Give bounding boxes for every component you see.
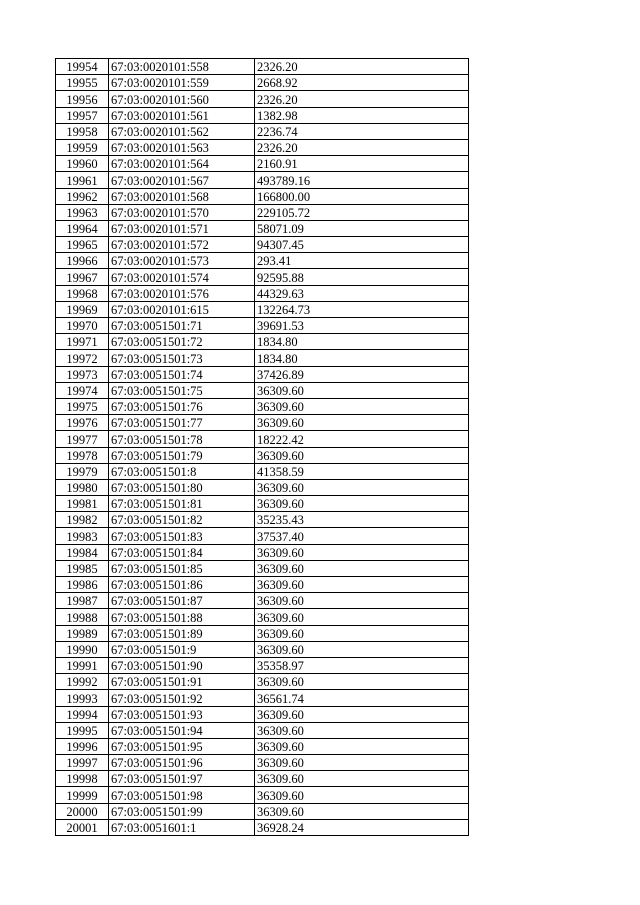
cadastral-number-cell: 67:03:0020101:573 — [109, 253, 255, 269]
table-row — [56, 415, 469, 431]
cadastral-number-cell: 67:03:0020101:571 — [109, 220, 255, 236]
amount-cell: 36309.60 — [255, 706, 469, 722]
row-index-cell: 19976 — [56, 415, 109, 431]
cadastral-number-cell: 67:03:0051501:81 — [109, 496, 255, 512]
amount-cell: 18222.42 — [255, 431, 469, 447]
cadastral-number-cell: 67:03:0051501:9 — [109, 641, 255, 657]
row-index-cell: 19964 — [56, 220, 109, 236]
amount-cell: 1834.80 — [255, 350, 469, 366]
amount-cell: 36309.60 — [255, 787, 469, 803]
table-row — [56, 398, 469, 414]
table-row — [56, 496, 469, 512]
amount-cell: 36309.60 — [255, 577, 469, 593]
row-index-cell: 19971 — [56, 334, 109, 350]
cadastral-number-cell: 67:03:0051501:97 — [109, 771, 255, 787]
cadastral-number-cell: 67:03:0020101:576 — [109, 285, 255, 301]
amount-cell: 36309.60 — [255, 722, 469, 738]
amount-cell: 35358.97 — [255, 657, 469, 673]
cadastral-number-cell: 67:03:0051501:72 — [109, 334, 255, 350]
amount-cell: 2326.20 — [255, 91, 469, 107]
cadastral-number-cell: 67:03:0020101:561 — [109, 107, 255, 123]
cadastral-number-cell: 67:03:0020101:562 — [109, 123, 255, 139]
cadastral-number-cell: 67:03:0051501:92 — [109, 690, 255, 706]
cadastral-number-cell: 67:03:0020101:570 — [109, 204, 255, 220]
cadastral-number-cell: 67:03:0020101:559 — [109, 75, 255, 91]
amount-cell: 36309.60 — [255, 771, 469, 787]
table-row — [56, 463, 469, 479]
amount-cell: 2160.91 — [255, 156, 469, 172]
table-row — [56, 220, 469, 236]
cadastral-number-cell: 67:03:0051501:79 — [109, 447, 255, 463]
amount-cell: 92595.88 — [255, 269, 469, 285]
table-row — [56, 123, 469, 139]
row-index-cell: 19994 — [56, 706, 109, 722]
row-index-cell: 19978 — [56, 447, 109, 463]
row-index-cell: 19961 — [56, 172, 109, 188]
amount-cell: 2326.20 — [255, 59, 469, 75]
row-index-cell: 19995 — [56, 722, 109, 738]
table-row — [56, 172, 469, 188]
table-body — [56, 59, 469, 836]
amount-cell: 36561.74 — [255, 690, 469, 706]
cadastral-number-cell: 67:03:0051501:98 — [109, 787, 255, 803]
cadastral-number-cell: 67:03:0051501:95 — [109, 738, 255, 754]
table-row — [56, 560, 469, 576]
cadastral-number-cell: 67:03:0051501:85 — [109, 560, 255, 576]
amount-cell: 229105.72 — [255, 204, 469, 220]
row-index-cell: 19965 — [56, 237, 109, 253]
row-index-cell: 19984 — [56, 544, 109, 560]
amount-cell: 36309.60 — [255, 625, 469, 641]
amount-cell: 36309.60 — [255, 382, 469, 398]
row-index-cell: 19963 — [56, 204, 109, 220]
amount-cell: 2236.74 — [255, 123, 469, 139]
row-index-cell: 19981 — [56, 496, 109, 512]
amount-cell: 36309.60 — [255, 447, 469, 463]
cadastral-number-cell: 67:03:0051501:94 — [109, 722, 255, 738]
row-index-cell: 19986 — [56, 577, 109, 593]
cadastral-number-cell: 67:03:0020101:572 — [109, 237, 255, 253]
amount-cell: 36309.60 — [255, 609, 469, 625]
cadastral-number-cell: 67:03:0051501:91 — [109, 674, 255, 690]
table-row — [56, 593, 469, 609]
amount-cell: 37537.40 — [255, 528, 469, 544]
cadastral-number-cell: 67:03:0051501:73 — [109, 350, 255, 366]
cadastral-number-cell: 67:03:0051501:93 — [109, 706, 255, 722]
table-row — [56, 301, 469, 317]
table-row — [56, 139, 469, 155]
cadastral-number-cell: 67:03:0051501:84 — [109, 544, 255, 560]
amount-cell: 36309.60 — [255, 479, 469, 495]
row-index-cell: 19989 — [56, 625, 109, 641]
row-index-cell: 19954 — [56, 59, 109, 75]
table-row — [56, 479, 469, 495]
row-index-cell: 19993 — [56, 690, 109, 706]
cadastral-number-cell: 67:03:0051501:96 — [109, 755, 255, 771]
amount-cell: 1382.98 — [255, 107, 469, 123]
table-row — [56, 334, 469, 350]
table-row — [56, 204, 469, 220]
table-row — [56, 625, 469, 641]
amount-cell: 58071.09 — [255, 220, 469, 236]
table-row — [56, 512, 469, 528]
amount-cell: 36309.60 — [255, 755, 469, 771]
table-row — [56, 771, 469, 787]
cadastral-number-cell: 67:03:0020101:567 — [109, 172, 255, 188]
row-index-cell: 19955 — [56, 75, 109, 91]
cadastral-number-cell: 67:03:0020101:560 — [109, 91, 255, 107]
row-index-cell: 19962 — [56, 188, 109, 204]
cadastral-number-cell: 67:03:0051501:80 — [109, 479, 255, 495]
cadastral-number-cell: 67:03:0020101:564 — [109, 156, 255, 172]
row-index-cell: 19980 — [56, 479, 109, 495]
row-index-cell: 20000 — [56, 803, 109, 819]
amount-cell: 41358.59 — [255, 463, 469, 479]
row-index-cell: 19966 — [56, 253, 109, 269]
table-row — [56, 156, 469, 172]
table-row — [56, 755, 469, 771]
table-row — [56, 690, 469, 706]
amount-cell: 132264.73 — [255, 301, 469, 317]
table-row — [56, 819, 469, 835]
amount-cell: 36309.60 — [255, 544, 469, 560]
amount-cell: 36309.60 — [255, 674, 469, 690]
cadastral-number-cell: 67:03:0020101:574 — [109, 269, 255, 285]
amount-cell: 36309.60 — [255, 415, 469, 431]
row-index-cell: 19969 — [56, 301, 109, 317]
cadastral-number-cell: 67:03:0051501:71 — [109, 318, 255, 334]
cadastral-number-cell: 67:03:0051501:76 — [109, 398, 255, 414]
amount-cell: 94307.45 — [255, 237, 469, 253]
amount-cell: 493789.16 — [255, 172, 469, 188]
cadastral-number-cell: 67:03:0051601:1 — [109, 819, 255, 835]
amount-cell: 36309.60 — [255, 641, 469, 657]
row-index-cell: 19983 — [56, 528, 109, 544]
cadastral-number-cell: 67:03:0051501:83 — [109, 528, 255, 544]
cadastral-number-cell: 67:03:0051501:77 — [109, 415, 255, 431]
data-table — [55, 58, 469, 836]
row-index-cell: 19968 — [56, 285, 109, 301]
amount-cell: 166800.00 — [255, 188, 469, 204]
row-index-cell: 19999 — [56, 787, 109, 803]
table-row — [56, 787, 469, 803]
amount-cell: 1834.80 — [255, 334, 469, 350]
amount-cell: 36309.60 — [255, 738, 469, 754]
table-row — [56, 75, 469, 91]
row-index-cell: 19975 — [56, 398, 109, 414]
amount-cell: 39691.53 — [255, 318, 469, 334]
amount-cell: 35235.43 — [255, 512, 469, 528]
row-index-cell: 19987 — [56, 593, 109, 609]
amount-cell: 36309.60 — [255, 496, 469, 512]
row-index-cell: 19959 — [56, 139, 109, 155]
row-index-cell: 19988 — [56, 609, 109, 625]
row-index-cell: 19982 — [56, 512, 109, 528]
row-index-cell: 19977 — [56, 431, 109, 447]
amount-cell: 2326.20 — [255, 139, 469, 155]
row-index-cell: 19991 — [56, 657, 109, 673]
amount-cell: 2668.92 — [255, 75, 469, 91]
cadastral-number-cell: 67:03:0020101:568 — [109, 188, 255, 204]
table-row — [56, 577, 469, 593]
table-row — [56, 350, 469, 366]
table-row — [56, 722, 469, 738]
cadastral-number-cell: 67:03:0051501:8 — [109, 463, 255, 479]
table-row — [56, 188, 469, 204]
row-index-cell: 19997 — [56, 755, 109, 771]
row-index-cell: 19979 — [56, 463, 109, 479]
cadastral-number-cell: 67:03:0051501:82 — [109, 512, 255, 528]
cadastral-number-cell: 67:03:0051501:78 — [109, 431, 255, 447]
cadastral-number-cell: 67:03:0020101:615 — [109, 301, 255, 317]
table-row — [56, 738, 469, 754]
row-index-cell: 19992 — [56, 674, 109, 690]
row-index-cell: 19967 — [56, 269, 109, 285]
row-index-cell: 19974 — [56, 382, 109, 398]
row-index-cell: 19990 — [56, 641, 109, 657]
table-row — [56, 366, 469, 382]
table-row — [56, 706, 469, 722]
row-index-cell: 19956 — [56, 91, 109, 107]
cadastral-number-cell: 67:03:0051501:74 — [109, 366, 255, 382]
table-row — [56, 91, 469, 107]
row-index-cell: 19972 — [56, 350, 109, 366]
table-row — [56, 544, 469, 560]
cadastral-number-cell: 67:03:0051501:90 — [109, 657, 255, 673]
cadastral-number-cell: 67:03:0051501:88 — [109, 609, 255, 625]
table-row — [56, 107, 469, 123]
cadastral-number-cell: 67:03:0051501:89 — [109, 625, 255, 641]
amount-cell: 36309.60 — [255, 560, 469, 576]
cadastral-number-cell: 67:03:0051501:86 — [109, 577, 255, 593]
table-row — [56, 657, 469, 673]
table-row — [56, 318, 469, 334]
table-row — [56, 285, 469, 301]
row-index-cell: 19960 — [56, 156, 109, 172]
table-row — [56, 803, 469, 819]
table-row — [56, 447, 469, 463]
cadastral-number-cell: 67:03:0020101:563 — [109, 139, 255, 155]
table-row — [56, 609, 469, 625]
table-row — [56, 59, 469, 75]
amount-cell: 36309.60 — [255, 803, 469, 819]
row-index-cell: 19973 — [56, 366, 109, 382]
row-index-cell: 19958 — [56, 123, 109, 139]
table-row — [56, 269, 469, 285]
row-index-cell: 19996 — [56, 738, 109, 754]
row-index-cell: 19957 — [56, 107, 109, 123]
table-row — [56, 431, 469, 447]
table-row — [56, 253, 469, 269]
amount-cell: 44329.63 — [255, 285, 469, 301]
table-row — [56, 641, 469, 657]
amount-cell: 36309.60 — [255, 593, 469, 609]
amount-cell: 293.41 — [255, 253, 469, 269]
amount-cell: 36928.24 — [255, 819, 469, 835]
amount-cell: 37426.89 — [255, 366, 469, 382]
cadastral-number-cell: 67:03:0051501:99 — [109, 803, 255, 819]
table-row — [56, 674, 469, 690]
row-index-cell: 20001 — [56, 819, 109, 835]
amount-cell: 36309.60 — [255, 398, 469, 414]
cadastral-number-cell: 67:03:0051501:87 — [109, 593, 255, 609]
row-index-cell: 19985 — [56, 560, 109, 576]
table-row — [56, 382, 469, 398]
row-index-cell: 19998 — [56, 771, 109, 787]
table-row — [56, 237, 469, 253]
cadastral-number-cell: 67:03:0020101:558 — [109, 59, 255, 75]
cadastral-number-cell: 67:03:0051501:75 — [109, 382, 255, 398]
row-index-cell: 19970 — [56, 318, 109, 334]
table-row — [56, 528, 469, 544]
